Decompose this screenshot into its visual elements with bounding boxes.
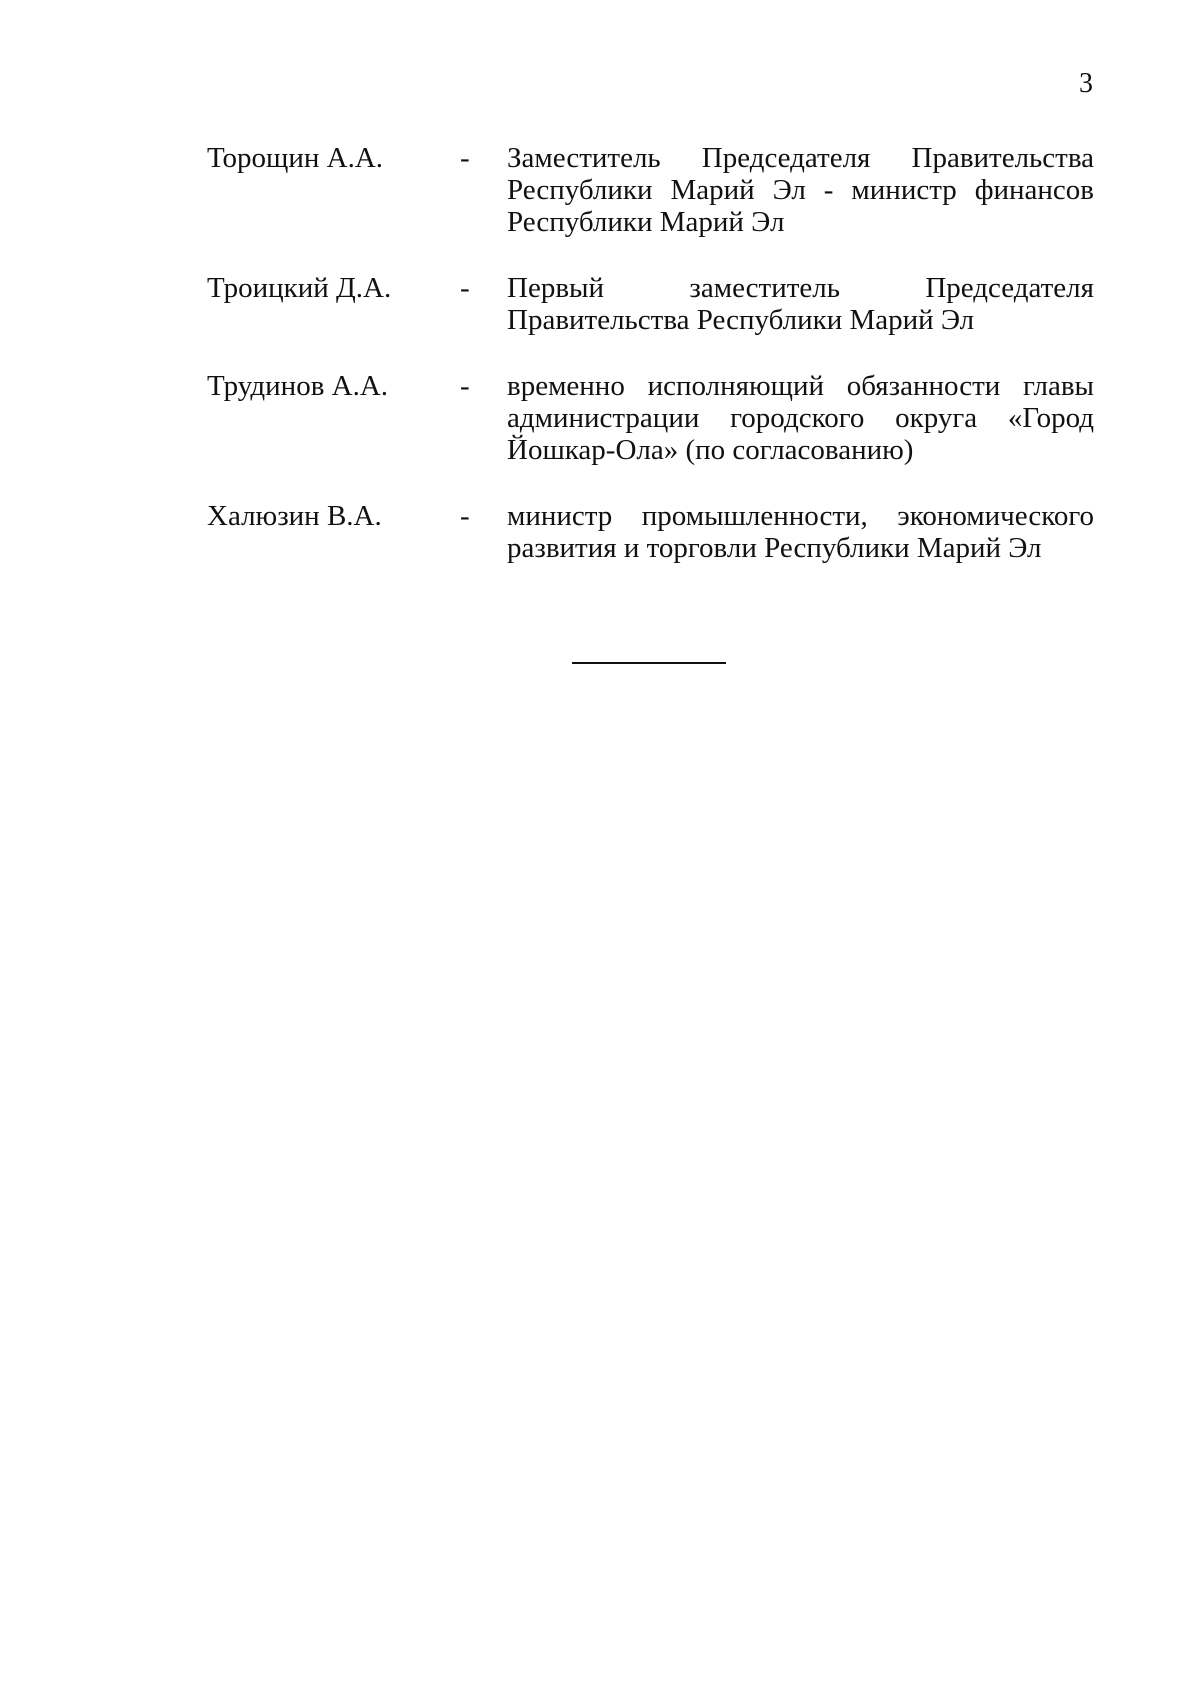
member-name: Троицкий Д.А. <box>207 272 392 304</box>
member-row-troitsky <box>207 272 1094 336</box>
member-dash: - <box>460 142 470 174</box>
page-number: 3 <box>1079 68 1093 99</box>
member-name: Халюзин В.А. <box>207 500 382 532</box>
member-row-khalyuzin <box>207 500 1094 564</box>
member-role: Первый заместитель Председателя Правительства Республики Марий Эл <box>507 272 1094 336</box>
closing-rule <box>572 662 726 664</box>
member-dash: - <box>460 272 470 304</box>
member-role: Заместитель Председателя Правительства Республики Марий Эл - министр финансов Республики Марий Эл <box>507 142 1094 238</box>
member-name: Торощин А.А. <box>207 142 384 174</box>
member-dash: - <box>460 370 470 402</box>
member-role: министр промышленности, экономического развития и торговли Республики Марий Эл <box>507 500 1094 564</box>
member-row-trudinov <box>207 370 1094 466</box>
member-list <box>207 142 1094 598</box>
member-row-toroshchin <box>207 142 1094 238</box>
member-name: Трудинов А.А. <box>207 370 389 402</box>
member-dash: - <box>460 500 470 532</box>
member-role: временно исполняющий обязанности главы администрации городского округа «Город Йошкар-Ола» (по согласованию) <box>507 370 1094 466</box>
